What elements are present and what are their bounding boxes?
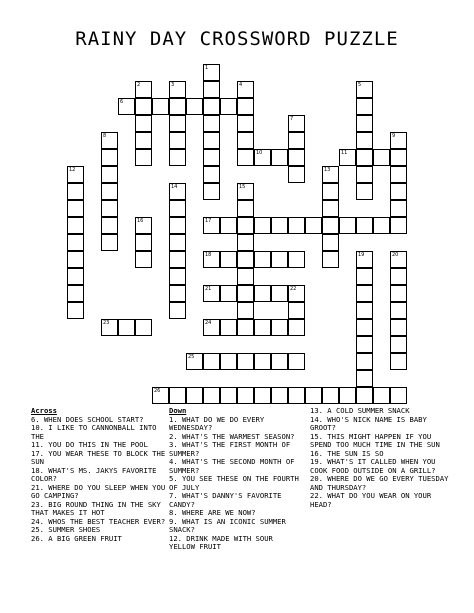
down-clues xyxy=(169,407,303,552)
grid-cell[interactable] xyxy=(237,251,254,268)
grid-cell[interactable] xyxy=(220,353,237,370)
grid-cell[interactable] xyxy=(390,166,407,183)
grid-cell[interactable] xyxy=(356,319,373,336)
down-header: Down xyxy=(169,406,187,415)
grid-cell[interactable] xyxy=(67,234,84,251)
grid-cell[interactable] xyxy=(203,217,220,234)
grid-cell[interactable] xyxy=(237,302,254,319)
across-clue-18: 18. WHAT'S MS. JAKYS FAVORITE COLOR? xyxy=(31,465,157,483)
grid-cell[interactable] xyxy=(169,285,186,302)
down-clue-12: 12. DRINK MADE WITH SOUR YELLOW FRUIT xyxy=(169,533,273,551)
down-clue-5: 5. YOU SEE THESE ON THE FOURTH OF JULY xyxy=(169,474,299,492)
grid-cell[interactable] xyxy=(254,353,271,370)
grid-cell[interactable] xyxy=(237,234,254,251)
across-clue-6: 6. WHEN DOES SCHOOL START? xyxy=(31,414,144,424)
grid-cell[interactable] xyxy=(322,234,339,251)
grid-cell[interactable] xyxy=(254,285,271,302)
grid-cell[interactable] xyxy=(101,217,118,234)
grid-cell[interactable] xyxy=(288,115,305,132)
grid-cell[interactable] xyxy=(339,217,356,234)
clue-number: 7 xyxy=(290,116,294,122)
grid-cell[interactable] xyxy=(135,234,152,251)
grid-cell[interactable] xyxy=(203,251,220,268)
grid-cell[interactable] xyxy=(390,183,407,200)
grid-cell[interactable] xyxy=(237,285,254,302)
grid-cell[interactable] xyxy=(101,183,118,200)
grid-cell[interactable] xyxy=(322,183,339,200)
down-clue-19: 19. WHAT'S IT CALLED WHEN YOU COOK FOOD OUTSIDE ON A GRILL? xyxy=(310,457,436,475)
clue-number: 5 xyxy=(358,82,362,88)
across-clue-24: 24. WHOS THE BEST TEACHER EVER? xyxy=(31,516,166,526)
grid-cell[interactable] xyxy=(220,251,237,268)
across-clue-26: 26. A BIG GREEN FRUIT xyxy=(31,533,122,543)
grid-cell[interactable] xyxy=(288,166,305,183)
grid-cell[interactable] xyxy=(237,319,254,336)
grid-cell[interactable] xyxy=(390,149,407,166)
grid-cell[interactable] xyxy=(237,200,254,217)
clue-number: 17 xyxy=(205,218,212,224)
grid-cell[interactable] xyxy=(254,149,271,166)
grid-cell[interactable] xyxy=(135,149,152,166)
grid-cell[interactable] xyxy=(67,166,84,183)
grid-cell[interactable] xyxy=(152,387,169,404)
clue-number: 2 xyxy=(137,82,141,88)
across-clues xyxy=(31,407,167,543)
grid-cell[interactable] xyxy=(288,285,305,302)
clue-number: 16 xyxy=(137,218,144,224)
grid-cell[interactable] xyxy=(135,115,152,132)
grid-cell[interactable] xyxy=(101,166,118,183)
grid-cell[interactable] xyxy=(67,268,84,285)
grid-cell[interactable] xyxy=(237,268,254,285)
grid-cell[interactable] xyxy=(135,319,152,336)
grid-cell[interactable] xyxy=(67,302,84,319)
grid-cell[interactable] xyxy=(271,149,288,166)
grid-cell[interactable] xyxy=(322,200,339,217)
grid-cell[interactable] xyxy=(203,183,220,200)
grid-cell[interactable] xyxy=(118,98,135,115)
grid-cell[interactable] xyxy=(203,98,220,115)
grid-cell[interactable] xyxy=(305,387,322,404)
grid-cell[interactable] xyxy=(135,98,152,115)
grid-cell[interactable] xyxy=(288,217,305,234)
grid-cell[interactable] xyxy=(271,353,288,370)
grid-cell[interactable] xyxy=(186,387,203,404)
grid-cell[interactable] xyxy=(390,200,407,217)
grid-cell[interactable] xyxy=(67,200,84,217)
grid-cell[interactable] xyxy=(203,149,220,166)
across-clue-10: 10. I LIKE TO CANNONBALL INTO THE xyxy=(31,423,157,441)
grid-cell[interactable] xyxy=(237,387,254,404)
grid-cell[interactable] xyxy=(271,251,288,268)
grid-cell[interactable] xyxy=(356,302,373,319)
grid-cell[interactable] xyxy=(390,302,407,319)
grid-cell[interactable] xyxy=(135,251,152,268)
clue-number: 26 xyxy=(154,388,161,394)
grid-cell[interactable] xyxy=(390,251,407,268)
clue-number: 12 xyxy=(69,167,76,173)
grid-cell[interactable] xyxy=(390,336,407,353)
grid-cell[interactable] xyxy=(305,217,322,234)
grid-cell[interactable] xyxy=(101,234,118,251)
clue-number: 20 xyxy=(392,252,399,258)
clue-number: 25 xyxy=(188,354,195,360)
grid-cell[interactable] xyxy=(356,149,373,166)
down-clue-15: 15. THIS MIGHT HAPPEN IF YOU SPEND TOO MUCH TIME IN THE SUN xyxy=(310,431,440,449)
grid-cell[interactable] xyxy=(169,81,186,98)
down-clue-1: 1. WHAT DO WE DO EVERY WEDNESDAY? xyxy=(169,414,265,432)
across-clue-23: 23. BIG ROUND THING IN THE SKY THAT MAKES IT HOT xyxy=(31,499,161,517)
grid-cell[interactable] xyxy=(356,115,373,132)
grid-cell[interactable] xyxy=(237,149,254,166)
grid-cell[interactable] xyxy=(101,132,118,149)
across-clue-17: 17. YOU WEAR THESE TO BLOCK THE SUN xyxy=(31,448,166,466)
down-clue-7: 7. WHAT'S DANNY'S FAVORITE CANDY? xyxy=(169,491,282,509)
grid-cell[interactable] xyxy=(186,98,203,115)
grid-cell[interactable] xyxy=(322,166,339,183)
grid-cell[interactable] xyxy=(271,387,288,404)
across-clue-25: 25. SUMMER SHOES xyxy=(31,525,101,534)
down-clue-3: 3. WHAT'S THE FIRST MONTH OF SUMMER? xyxy=(169,440,291,458)
grid-cell[interactable] xyxy=(169,387,186,404)
clue-number: 22 xyxy=(290,286,297,292)
grid-cell[interactable] xyxy=(169,200,186,217)
grid-cell[interactable] xyxy=(271,217,288,234)
grid-cell[interactable] xyxy=(101,319,118,336)
down-clue-22: 22. WHAT DO YOU WEAR ON YOUR HEAD? xyxy=(310,491,432,509)
grid-cell[interactable] xyxy=(220,387,237,404)
grid-cell[interactable] xyxy=(288,302,305,319)
grid-cell[interactable] xyxy=(169,234,186,251)
grid-cell[interactable] xyxy=(254,217,271,234)
grid-cell[interactable] xyxy=(390,132,407,149)
grid-cell[interactable] xyxy=(390,387,407,404)
clue-number: 24 xyxy=(205,320,212,326)
grid-cell[interactable] xyxy=(237,115,254,132)
down-clue-13: 13. A COLD SUMMER SNACK xyxy=(310,406,410,415)
grid-cell[interactable] xyxy=(390,353,407,370)
grid-cell[interactable] xyxy=(237,183,254,200)
grid-cell[interactable] xyxy=(356,98,373,115)
clue-number: 19 xyxy=(358,252,365,258)
clue-number: 8 xyxy=(103,133,107,139)
grid-cell[interactable] xyxy=(203,285,220,302)
down-clues-continued xyxy=(310,407,450,509)
grid-cell[interactable] xyxy=(356,353,373,370)
grid-cell[interactable] xyxy=(203,132,220,149)
grid-cell[interactable] xyxy=(67,183,84,200)
grid-cell[interactable] xyxy=(356,183,373,200)
clue-number: 10 xyxy=(256,150,263,156)
grid-cell[interactable] xyxy=(169,302,186,319)
grid-cell[interactable] xyxy=(237,217,254,234)
grid-cell[interactable] xyxy=(169,132,186,149)
grid-cell[interactable] xyxy=(288,132,305,149)
across-clue-11: 11. YOU DO THIS IN THE POOL xyxy=(31,440,148,449)
puzzle-title: RAINY DAY CROSSWORD PUZZLE xyxy=(75,28,399,50)
grid-cell[interactable] xyxy=(322,217,339,234)
grid-cell[interactable] xyxy=(356,370,373,387)
grid-cell[interactable] xyxy=(203,353,220,370)
grid-cell[interactable] xyxy=(237,81,254,98)
grid-cell[interactable] xyxy=(169,115,186,132)
grid-cell[interactable] xyxy=(356,217,373,234)
down-clue-14: 14. WHO'S NICK NAME IS BABY GROOT? xyxy=(310,414,427,432)
grid-cell[interactable] xyxy=(169,217,186,234)
grid-cell[interactable] xyxy=(135,81,152,98)
clue-number: 21 xyxy=(205,286,212,292)
clue-number: 15 xyxy=(239,184,246,190)
grid-cell[interactable] xyxy=(186,353,203,370)
grid-cell[interactable] xyxy=(203,81,220,98)
grid-cell[interactable] xyxy=(254,387,271,404)
grid-cell[interactable] xyxy=(373,217,390,234)
grid-cell[interactable] xyxy=(356,81,373,98)
grid-cell[interactable] xyxy=(288,251,305,268)
clue-number: 14 xyxy=(171,184,178,190)
grid-cell[interactable] xyxy=(288,319,305,336)
grid-cell[interactable] xyxy=(203,319,220,336)
grid-cell[interactable] xyxy=(373,149,390,166)
down-clue-16: 16. THE SUN IS SO xyxy=(310,448,384,458)
down-clue-8: 8. WHERE ARE WE NOW? xyxy=(169,508,256,517)
grid-cell[interactable] xyxy=(203,115,220,132)
grid-cell[interactable] xyxy=(390,319,407,336)
grid-cell[interactable] xyxy=(101,149,118,166)
grid-cell[interactable] xyxy=(254,319,271,336)
grid-cell[interactable] xyxy=(220,319,237,336)
grid-cell[interactable] xyxy=(356,132,373,149)
grid-cell[interactable] xyxy=(67,217,84,234)
down-clue-20: 20. WHERE DO WE GO EVERY TUESDAY AND THURSDAY? xyxy=(310,474,449,492)
clue-number: 3 xyxy=(171,82,175,88)
grid-cell[interactable] xyxy=(169,98,186,115)
grid-cell[interactable] xyxy=(288,387,305,404)
grid-cell[interactable] xyxy=(373,387,390,404)
grid-cell[interactable] xyxy=(67,285,84,302)
grid-cell[interactable] xyxy=(203,387,220,404)
grid-cell[interactable] xyxy=(169,149,186,166)
grid-cell[interactable] xyxy=(152,98,169,115)
clue-number: 11 xyxy=(341,150,348,156)
grid-cell[interactable] xyxy=(356,387,373,404)
clue-number: 18 xyxy=(205,252,212,258)
grid-cell[interactable] xyxy=(254,251,271,268)
grid-cell[interactable] xyxy=(169,183,186,200)
grid-cell[interactable] xyxy=(203,166,220,183)
grid-cell[interactable] xyxy=(390,268,407,285)
grid-cell[interactable] xyxy=(237,98,254,115)
grid-cell[interactable] xyxy=(67,251,84,268)
grid-cell[interactable] xyxy=(237,132,254,149)
grid-cell[interactable] xyxy=(203,64,220,81)
grid-cell[interactable] xyxy=(220,285,237,302)
grid-cell[interactable] xyxy=(356,166,373,183)
down-clue-4: 4. WHAT'S THE SECOND MONTH OF SUMMER? xyxy=(169,457,295,475)
grid-cell[interactable] xyxy=(339,387,356,404)
grid-cell[interactable] xyxy=(390,285,407,302)
across-clue-21: 21. WHERE DO YOU SLEEP WHEN YOU GO CAMPING? xyxy=(31,482,166,500)
clue-number: 13 xyxy=(324,167,331,173)
clue-number: 9 xyxy=(392,133,396,139)
clue-number: 4 xyxy=(239,82,243,88)
grid-cell[interactable] xyxy=(135,217,152,234)
grid-cell[interactable] xyxy=(356,268,373,285)
grid-cell[interactable] xyxy=(288,353,305,370)
grid-cell[interactable] xyxy=(356,251,373,268)
grid-cell[interactable] xyxy=(237,353,254,370)
grid-cell[interactable] xyxy=(101,200,118,217)
grid-cell[interactable] xyxy=(118,319,135,336)
clue-number: 23 xyxy=(103,320,110,326)
down-clue-2: 2. WHAT'S THE WARMEST SEASON? xyxy=(169,431,295,441)
clue-number: 1 xyxy=(205,65,209,71)
grid-cell[interactable] xyxy=(356,285,373,302)
grid-cell[interactable] xyxy=(288,149,305,166)
grid-cell[interactable] xyxy=(271,319,288,336)
grid-cell[interactable] xyxy=(169,251,186,268)
down-clue-9: 9. WHAT IS AN ICONIC SUMMER SNACK? xyxy=(169,516,286,534)
grid-cell[interactable] xyxy=(220,98,237,115)
grid-cell[interactable] xyxy=(169,268,186,285)
grid-cell[interactable] xyxy=(339,149,356,166)
grid-cell[interactable] xyxy=(271,285,288,302)
grid-cell[interactable] xyxy=(322,251,339,268)
across-header: Across xyxy=(31,406,57,415)
grid-cell[interactable] xyxy=(322,387,339,404)
clue-number: 6 xyxy=(120,99,124,105)
grid-cell[interactable] xyxy=(220,217,237,234)
grid-cell[interactable] xyxy=(356,336,373,353)
grid-cell[interactable] xyxy=(135,132,152,149)
grid-cell[interactable] xyxy=(390,217,407,234)
